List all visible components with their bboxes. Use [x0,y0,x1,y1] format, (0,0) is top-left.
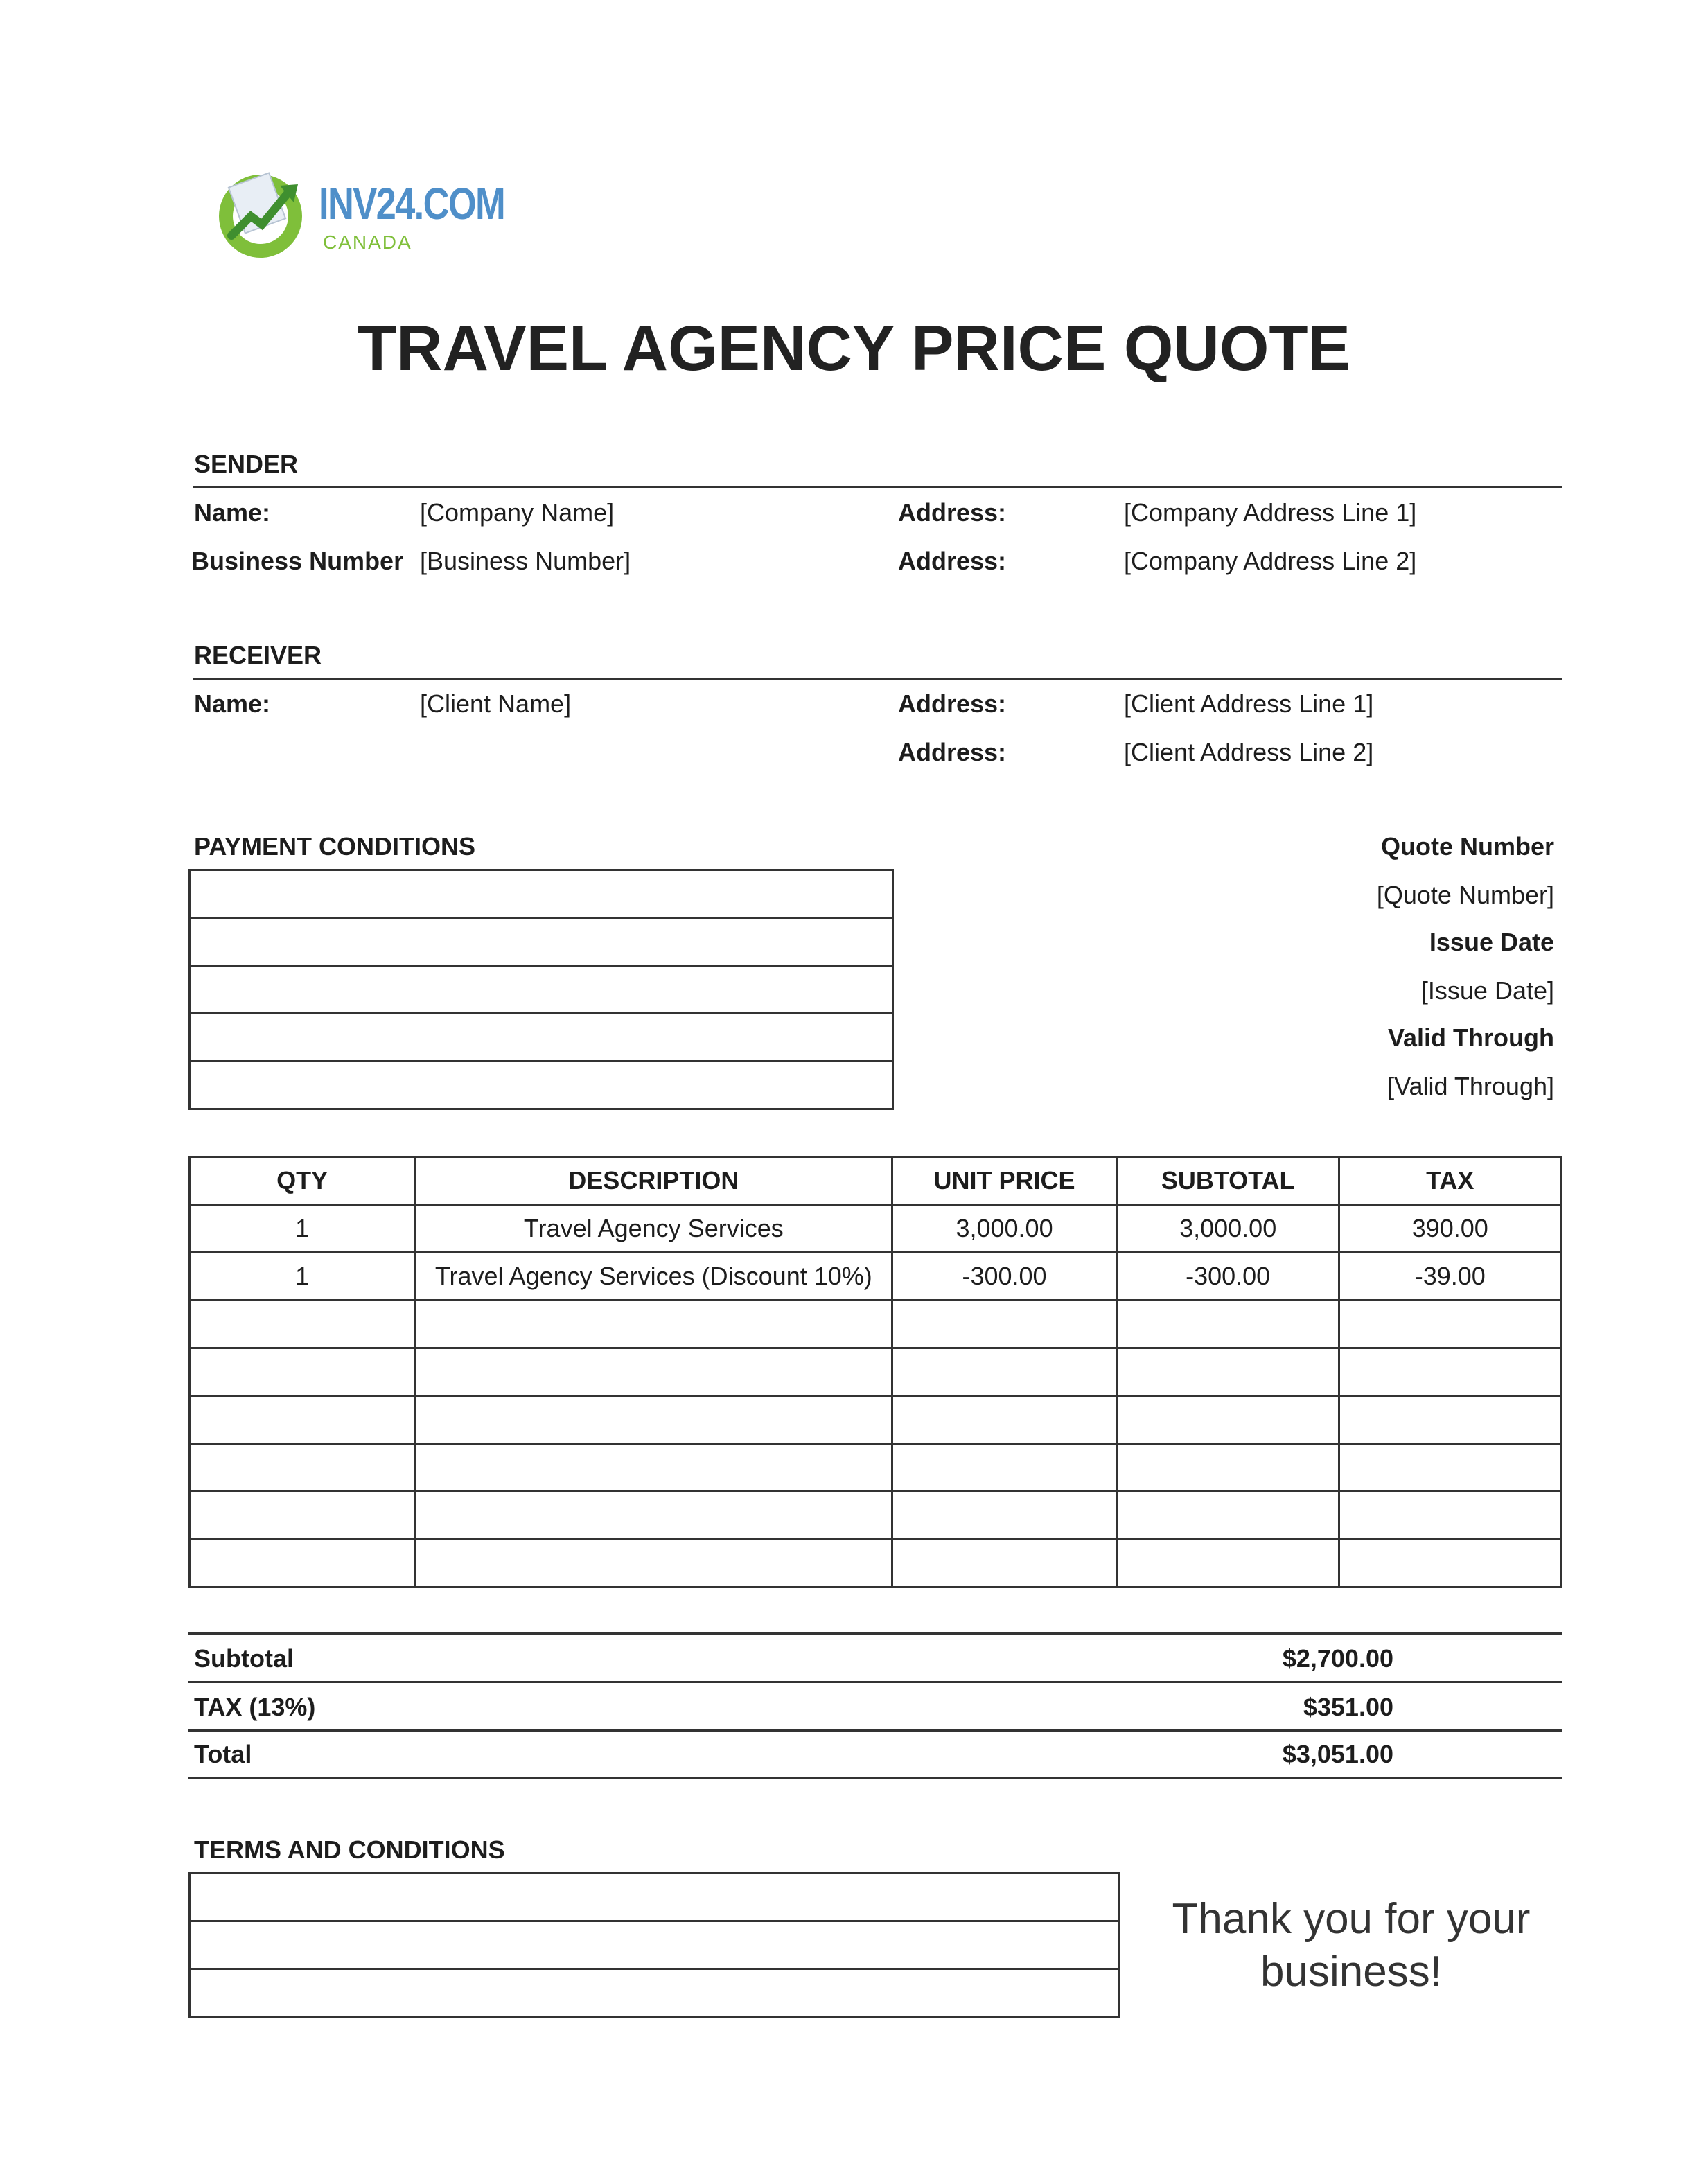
cell-qty[interactable] [190,1301,415,1348]
table-row [190,1348,1561,1396]
subtotal-label: Subtotal [194,1644,294,1673]
cell-unit-price[interactable] [892,1348,1117,1396]
cell-tax[interactable] [1339,1444,1561,1492]
items-table [188,1156,1562,1588]
cell-tax[interactable]: -39.00 [1339,1253,1561,1301]
thank-you-message [1136,1893,1566,1998]
cell-qty[interactable]: 1 [190,1205,415,1253]
tax-value: $351.00 [1303,1693,1393,1721]
cell-tax[interactable] [1339,1396,1561,1444]
receiver-divider [193,678,1562,680]
sender-business-label: Business Number [191,547,404,575]
terms-line[interactable] [190,1969,1119,2017]
tax-label: TAX (13%) [194,1693,316,1721]
terms-line[interactable] [190,1874,1119,1921]
cell-description[interactable] [415,1301,892,1348]
valid-through-value: [Valid Through] [1387,1072,1554,1100]
valid-through-label: Valid Through [1388,1023,1554,1052]
thank-you-line-1: Thank you for your [1172,1895,1531,1943]
cell-tax[interactable] [1339,1348,1561,1396]
quote-number-value: [Quote Number] [1376,881,1554,909]
cell-description[interactable] [415,1540,892,1587]
cell-subtotal[interactable] [1116,1492,1339,1540]
payment-conditions-box [188,869,894,1110]
sender-address-label-2: Address: [898,547,1007,575]
totals-divider-top [188,1632,1562,1635]
sender-name-label: Name: [194,498,271,527]
table-row [190,1492,1561,1540]
items-header-row [190,1157,1561,1205]
sender-name-value: [Company Name] [420,498,615,527]
table-row [190,1253,1561,1301]
table-row [190,1444,1561,1492]
cell-tax[interactable]: 390.00 [1339,1205,1561,1253]
cell-subtotal[interactable]: -300.00 [1116,1253,1339,1301]
payment-line[interactable] [190,918,893,966]
cell-qty[interactable] [190,1396,415,1444]
cell-subtotal[interactable] [1116,1301,1339,1348]
sender-divider [193,486,1562,488]
receiver-heading: RECEIVER [194,641,322,669]
table-row [190,1301,1561,1348]
terms-line[interactable] [190,1921,1119,1969]
total-value: $3,051.00 [1282,1740,1393,1768]
terms-box [188,1872,1120,2018]
header-subtotal: SUBTOTAL [1116,1157,1339,1205]
receiver-address-value-2: [Client Address Line 2] [1124,738,1374,766]
sender-business-value: [Business Number] [420,547,631,575]
issue-date-label: Issue Date [1429,928,1554,956]
sender-heading: SENDER [194,450,299,478]
cell-qty[interactable] [190,1444,415,1492]
cell-description[interactable]: Travel Agency Services [415,1205,892,1253]
logo-name: INV24.COM [319,179,505,229]
cell-subtotal[interactable] [1116,1396,1339,1444]
cell-qty[interactable]: 1 [190,1253,415,1301]
cell-subtotal[interactable] [1116,1540,1339,1587]
cell-unit-price[interactable]: 3,000.00 [892,1205,1117,1253]
cell-description[interactable] [415,1492,892,1540]
sender-address-value-1: [Company Address Line 1] [1124,498,1417,527]
totals-divider [188,1729,1562,1732]
issue-date-value: [Issue Date] [1420,976,1554,1005]
payment-line[interactable] [190,1062,893,1109]
receiver-address-label-1: Address: [898,689,1007,718]
table-row [190,1540,1561,1587]
cell-unit-price[interactable] [892,1396,1117,1444]
page-title: TRAVEL AGENCY PRICE QUOTE [357,313,1350,384]
payment-heading: PAYMENT CONDITIONS [194,832,476,861]
cell-qty[interactable] [190,1348,415,1396]
cell-description[interactable] [415,1348,892,1396]
receiver-name-label: Name: [194,689,271,718]
cell-tax[interactable] [1339,1540,1561,1587]
cell-subtotal[interactable] [1116,1444,1339,1492]
totals-divider-bottom [188,1777,1562,1779]
cell-subtotal[interactable]: 3,000.00 [1116,1205,1339,1253]
cell-tax[interactable] [1339,1492,1561,1540]
cell-qty[interactable] [190,1492,415,1540]
cell-description[interactable] [415,1444,892,1492]
total-label: Total [194,1740,252,1768]
header-unit-price: UNIT PRICE [892,1157,1117,1205]
thank-you-line-2: business! [1260,1948,1442,1996]
subtotal-value: $2,700.00 [1282,1644,1393,1673]
cell-tax[interactable] [1339,1301,1561,1348]
receiver-name-value: [Client Name] [420,689,572,718]
cell-unit-price[interactable] [892,1492,1117,1540]
cell-subtotal[interactable] [1116,1348,1339,1396]
cell-unit-price[interactable] [892,1540,1117,1587]
header-qty: QTY [190,1157,415,1205]
table-row [190,1205,1561,1253]
payment-line[interactable] [190,966,893,1014]
cell-description[interactable] [415,1396,892,1444]
payment-line[interactable] [190,1014,893,1062]
sender-address-value-2: [Company Address Line 2] [1124,547,1417,575]
receiver-address-value-1: [Client Address Line 1] [1124,689,1374,718]
receiver-address-label-2: Address: [898,738,1007,766]
cell-unit-price[interactable] [892,1444,1117,1492]
quote-number-label: Quote Number [1380,832,1554,861]
header-tax: TAX [1339,1157,1561,1205]
payment-line[interactable] [190,870,893,918]
totals-divider [188,1681,1562,1683]
sender-address-label-1: Address: [898,498,1007,527]
table-row [190,1396,1561,1444]
cell-unit-price[interactable]: -300.00 [892,1253,1117,1301]
cell-qty[interactable] [190,1540,415,1587]
logo-subtitle: CANADA [323,231,412,253]
terms-heading: TERMS AND CONDITIONS [194,1835,505,1864]
cell-unit-price[interactable] [892,1301,1117,1348]
header-description: DESCRIPTION [415,1157,892,1205]
cell-description[interactable]: Travel Agency Services (Discount 10%) [415,1253,892,1301]
